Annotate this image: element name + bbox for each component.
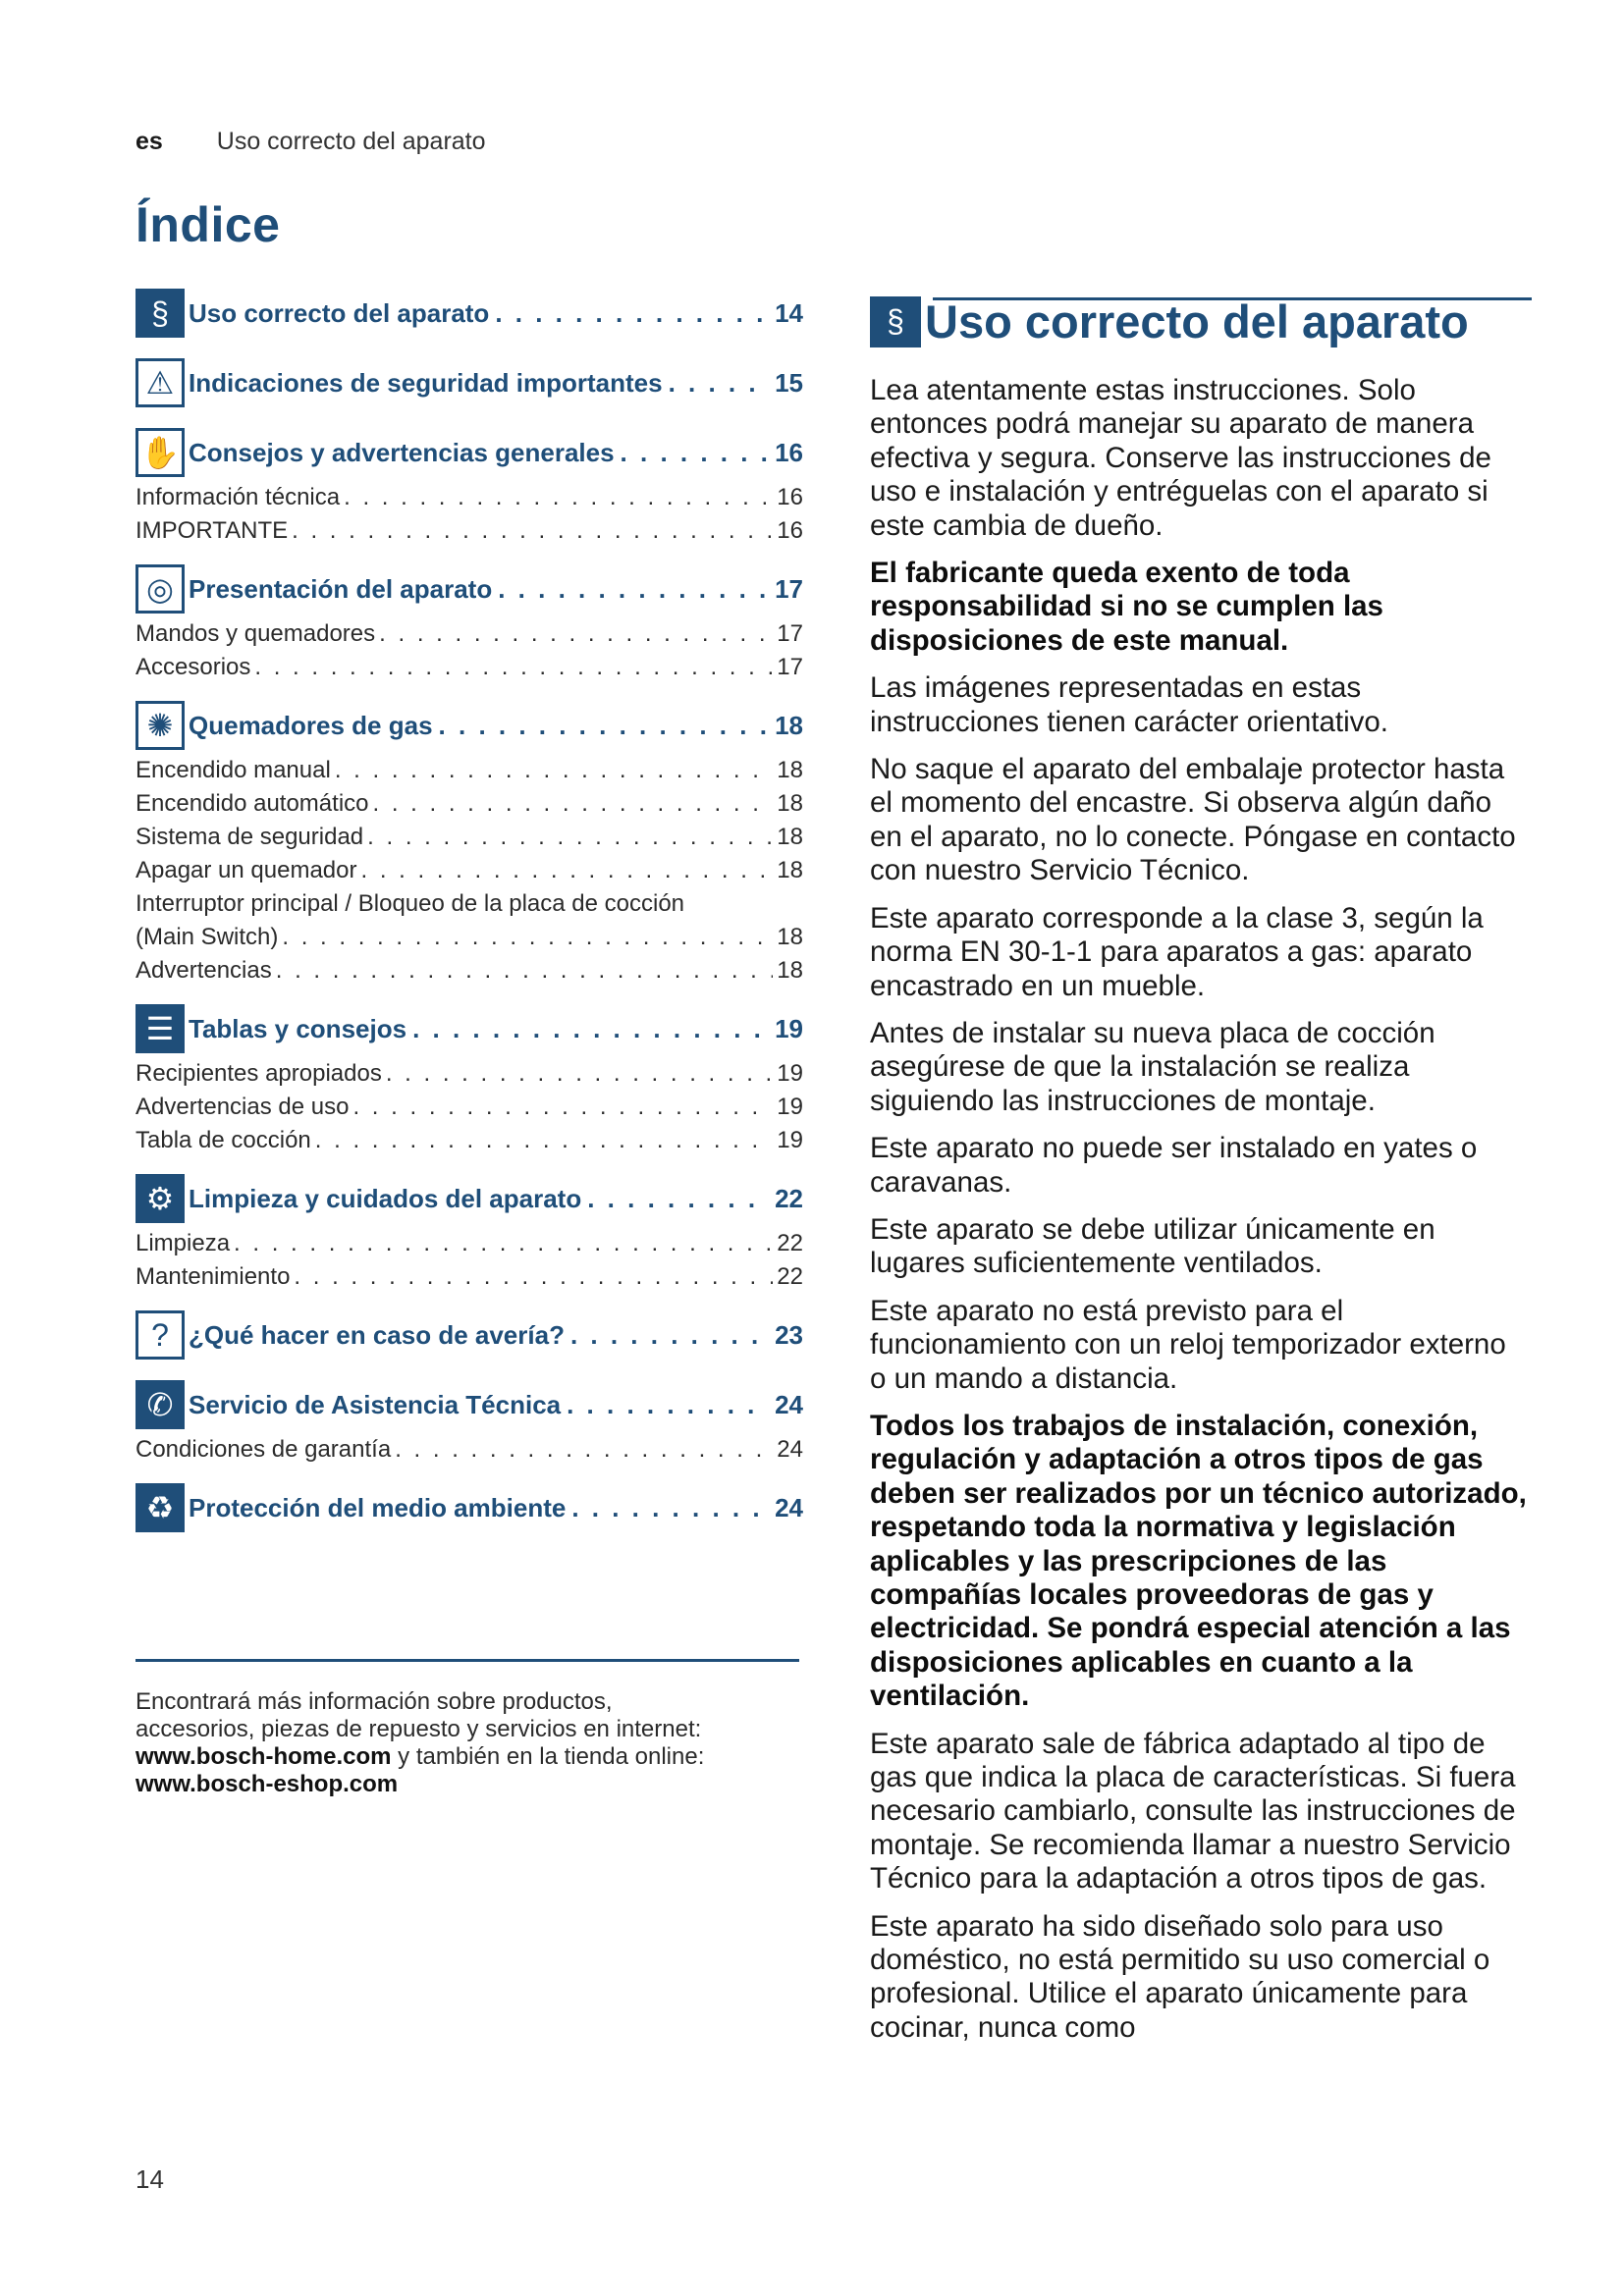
toc-entry-title: Presentación del aparato	[189, 573, 493, 604]
toc-leader-dots	[335, 754, 773, 787]
toc-section	[135, 354, 803, 411]
toc-subentry-page: 18	[777, 957, 803, 984]
toc-subentry-page: 17	[777, 620, 803, 647]
toc-leader-dots	[276, 954, 774, 988]
footer-line-2: accesorios, piezas de repuesto y servicios en internet:	[135, 1716, 702, 1742]
gear-icon: ⚙	[135, 1174, 185, 1223]
burner-icon: ✺	[135, 701, 185, 750]
toc-subentry-label: Limpieza	[135, 1230, 231, 1256]
toc-leader-dots	[498, 574, 769, 605]
toc-subentry[interactable]	[135, 514, 803, 548]
toc-entry-page: 22	[775, 1183, 803, 1213]
toc-subentry[interactable]	[135, 1124, 803, 1157]
toc-subentry[interactable]	[135, 854, 803, 887]
toc-leader-dots	[254, 651, 773, 684]
toc-subentry-page: 24	[777, 1436, 803, 1463]
toc-subentry-label: Advertencias de uso	[135, 1094, 350, 1120]
toc-entry-page: 16	[775, 437, 803, 467]
toc-entry[interactable]	[135, 561, 803, 617]
paragraph: Este aparato no está previsto para el funcionamiento con un reloj temporizador externo o un mando a distancia.	[870, 1294, 1506, 1395]
toc-entry[interactable]	[135, 1376, 803, 1433]
toc-leader-dots	[395, 1433, 773, 1467]
toc-subentry-label: Advertencias	[135, 957, 272, 984]
toc-leader-dots	[571, 1493, 769, 1523]
toc-entry-title: ¿Qué hacer en caso de avería?	[189, 1319, 565, 1350]
toc-entry-title: Tablas y consejos	[189, 1013, 407, 1043]
toc-leader-dots	[234, 1227, 773, 1260]
toc-subentry-label: Información técnica	[135, 484, 341, 510]
page-title: Índice	[135, 197, 281, 252]
toc-subentry[interactable]	[135, 787, 803, 821]
toc-subentry-label: Interruptor principal / Bloqueo de la placa de cocción	[135, 890, 685, 917]
toc-subentry[interactable]	[135, 1433, 803, 1467]
toc-entry[interactable]	[135, 697, 803, 754]
right-column	[870, 294, 1530, 2058]
toc-subentry[interactable]	[135, 481, 803, 514]
paragraph: Este aparato sale de fábrica adaptado al tipo de gas que indica la placa de características. Si fuera necesario cambiarlo, consulte las instrucciones de montaje. Se recomienda llamar a nuestro Servicio Técnico para la adaptación a otros tipos de gas.	[870, 1727, 1516, 1896]
question-icon: ?	[135, 1310, 185, 1360]
table-of-contents	[135, 285, 803, 1549]
warning-icon: ⚠	[135, 358, 185, 407]
toc-leader-dots	[282, 921, 773, 954]
toc-entry[interactable]	[135, 1000, 803, 1057]
toc-subentry[interactable]	[135, 887, 803, 954]
toc-subentry[interactable]	[135, 1227, 803, 1260]
toc-leader-dots	[315, 1124, 774, 1157]
toc-leader-dots	[439, 711, 770, 741]
leaf-icon: ♻	[135, 1483, 185, 1532]
toc-entry-title: Limpieza y cuidados del aparato	[189, 1183, 582, 1213]
paragraph: Antes de instalar su nueva placa de cocción asegúrese de que la instalación se realiza siguiendo las instrucciones de montaje.	[870, 1016, 1435, 1117]
header-section: Uso correcto del aparato	[216, 128, 486, 155]
toc-leader-dots	[292, 514, 773, 548]
toc-subentry[interactable]	[135, 1260, 803, 1294]
body-paragraphs	[870, 374, 1530, 2045]
toc-section	[135, 424, 803, 548]
toc-section	[135, 1170, 803, 1294]
language-code: es	[135, 128, 163, 155]
toc-subentry-page: 22	[777, 1230, 803, 1256]
toc-section	[135, 1307, 803, 1363]
toc-entry[interactable]	[135, 1479, 803, 1536]
toc-leader-dots	[294, 1260, 773, 1294]
toc-entry-title: Uso correcto del aparato	[189, 297, 490, 328]
footer-link-eshop[interactable]: www.bosch-eshop.com	[135, 1771, 399, 1797]
toc-subentry-label: Accesorios	[135, 654, 251, 680]
toc-subentry-label-cont: (Main Switch)	[135, 924, 279, 950]
toc-leader-dots	[621, 438, 770, 468]
toc-subentry-label: Apagar un quemador	[135, 857, 357, 883]
page-number: 14	[135, 2164, 164, 2194]
footer-divider	[135, 1659, 799, 1662]
paragraph: No saque el aparato del embalaje protector hasta el momento del encastre. Si observa algún daño en el aparato, no lo conecte. Póngase en contacto con nuestro Servicio Técnico.	[870, 753, 1516, 887]
toc-leader-dots	[367, 821, 773, 854]
toc-leader-dots	[344, 481, 773, 514]
toc-section	[135, 561, 803, 684]
bold-paragraph: El fabricante queda exento de toda responsabilidad si no se cumplen las disposiciones de este manual.	[870, 557, 1383, 657]
toc-entry-title: Protección del medio ambiente	[189, 1492, 567, 1522]
toc-subentry-label: Sistema de seguridad	[135, 824, 364, 850]
toc-leader-dots	[587, 1184, 769, 1214]
toc-subentry-page: 18	[777, 790, 803, 817]
right-title: Uso correcto del aparato	[925, 295, 1469, 347]
toc-subentry-label: Encendido manual	[135, 757, 331, 783]
right-heading	[870, 294, 1530, 348]
toc-subentry-page: 18	[777, 924, 803, 950]
toc-entry-page: 18	[775, 710, 803, 740]
toc-subentry-label: Tabla de cocción	[135, 1127, 311, 1153]
toc-leader-dots	[495, 298, 769, 329]
toc-subentry-label: IMPORTANTE	[135, 517, 289, 544]
toc-entry-page: 15	[775, 367, 803, 398]
toc-leader-dots	[386, 1057, 773, 1091]
toc-subentry-page: 17	[777, 654, 803, 680]
toc-entry[interactable]	[135, 354, 803, 411]
toc-leader-dots	[567, 1390, 769, 1420]
paragraph: Este aparato ha sido diseñado solo para uso doméstico, no está permitido su uso comercial o profesional. Utilice el aparato únicamente para cocinar, nunca como	[870, 1909, 1490, 2044]
toc-subentry-page: 18	[777, 857, 803, 883]
toc-entry[interactable]	[135, 1307, 803, 1363]
toc-leader-dots	[669, 368, 770, 399]
toc-subentry-page: 16	[777, 484, 803, 510]
toc-subentry-page: 22	[777, 1263, 803, 1290]
toc-section	[135, 697, 803, 988]
toc-subentry-label: Condiciones de garantía	[135, 1436, 392, 1463]
footer-info	[135, 1688, 813, 1798]
toc-subentry-label: Encendido automático	[135, 790, 369, 817]
toc-entry-title: Quemadores de gas	[189, 710, 433, 740]
toc-entry-title: Indicaciones de seguridad importantes	[189, 367, 663, 398]
paragraph: Las imágenes representadas en estas instrucciones tienen carácter orientativo.	[870, 671, 1388, 738]
paragraph: Lea atentamente estas instrucciones. Solo entonces podrá manejar su aparato de manera efectiva y segura. Conserve las instrucciones de uso e instalación y entréguelas con el aparato si este cambia de dueño.	[870, 374, 1491, 542]
hand-book-icon: ✋	[135, 428, 185, 477]
toc-entry-page: 17	[775, 573, 803, 604]
toc-subentry-label: Mantenimiento	[135, 1263, 291, 1290]
toc-entry-page: 19	[775, 1013, 803, 1043]
toc-subentry[interactable]	[135, 1057, 803, 1091]
toc-section	[135, 1000, 803, 1157]
toc-entry[interactable]	[135, 285, 803, 342]
toc-leader-dots	[361, 854, 774, 887]
running-header	[135, 128, 486, 156]
bold-paragraph: Todos los trabajos de instalación, conexión, regulación y adaptación a otros tipos de gas deben ser realizados por un técnico autorizado, respetando toda la normativa y legislación aplicables y las prescripciones de las compañías locales proveedoras de gas y electricidad. Se pondrá especial atención a las disposiciones aplicables en cuanto a la ventilación.	[870, 1409, 1527, 1713]
list-icon: ☰	[135, 1004, 185, 1053]
section-paragraph-icon: §	[135, 289, 185, 338]
toc-subentry[interactable]	[135, 821, 803, 854]
toc-leader-dots	[379, 617, 773, 651]
toc-section	[135, 285, 803, 342]
toc-subentry-page: 19	[777, 1060, 803, 1087]
toc-entry-page: 24	[775, 1389, 803, 1419]
toc-leader-dots	[373, 787, 774, 821]
toc-subentry-label: Mandos y quemadores	[135, 620, 376, 647]
toc-subentry[interactable]	[135, 954, 803, 988]
footer-mid-text: y también en la tienda online:	[391, 1743, 705, 1770]
toc-subentry[interactable]	[135, 651, 803, 684]
paragraph: Este aparato se debe utilizar únicamente en lugares suficientemente ventilados.	[870, 1212, 1435, 1280]
toc-leader-dots	[412, 1014, 769, 1044]
eye-icon: ◎	[135, 564, 185, 614]
toc-section	[135, 1479, 803, 1536]
phone-icon: ✆	[135, 1380, 185, 1429]
toc-subentry-page: 18	[777, 757, 803, 783]
section-paragraph-icon: §	[870, 296, 921, 347]
footer-line-1: Encontrará más información sobre productos,	[135, 1688, 613, 1715]
footer-link-home[interactable]: www.bosch-home.com	[135, 1743, 392, 1770]
toc-entry-page: 14	[775, 297, 803, 328]
toc-leader-dots	[352, 1091, 773, 1124]
toc-leader-dots	[570, 1320, 769, 1351]
toc-subentry-label: Recipientes apropiados	[135, 1060, 382, 1087]
toc-entry-page: 24	[775, 1492, 803, 1522]
toc-subentry[interactable]	[135, 1091, 803, 1124]
toc-subentry-page: 19	[777, 1127, 803, 1153]
toc-entry-page: 23	[775, 1319, 803, 1350]
toc-subentry-page: 19	[777, 1094, 803, 1120]
toc-subentry-page: 16	[777, 517, 803, 544]
paragraph: Este aparato corresponde a la clase 3, según la norma EN 30-1-1 para aparatos a gas: aparato encastrado en un mueble.	[870, 901, 1484, 1002]
toc-entry[interactable]	[135, 424, 803, 481]
paragraph: Este aparato no puede ser instalado en yates o caravanas.	[870, 1132, 1478, 1199]
toc-entry-title: Consejos y advertencias generales	[189, 437, 615, 467]
toc-subentry-page: 18	[777, 824, 803, 850]
toc-subentry[interactable]	[135, 754, 803, 787]
toc-subentry[interactable]	[135, 617, 803, 651]
toc-section	[135, 1376, 803, 1467]
toc-entry[interactable]	[135, 1170, 803, 1227]
toc-entry-title: Servicio de Asistencia Técnica	[189, 1389, 562, 1419]
